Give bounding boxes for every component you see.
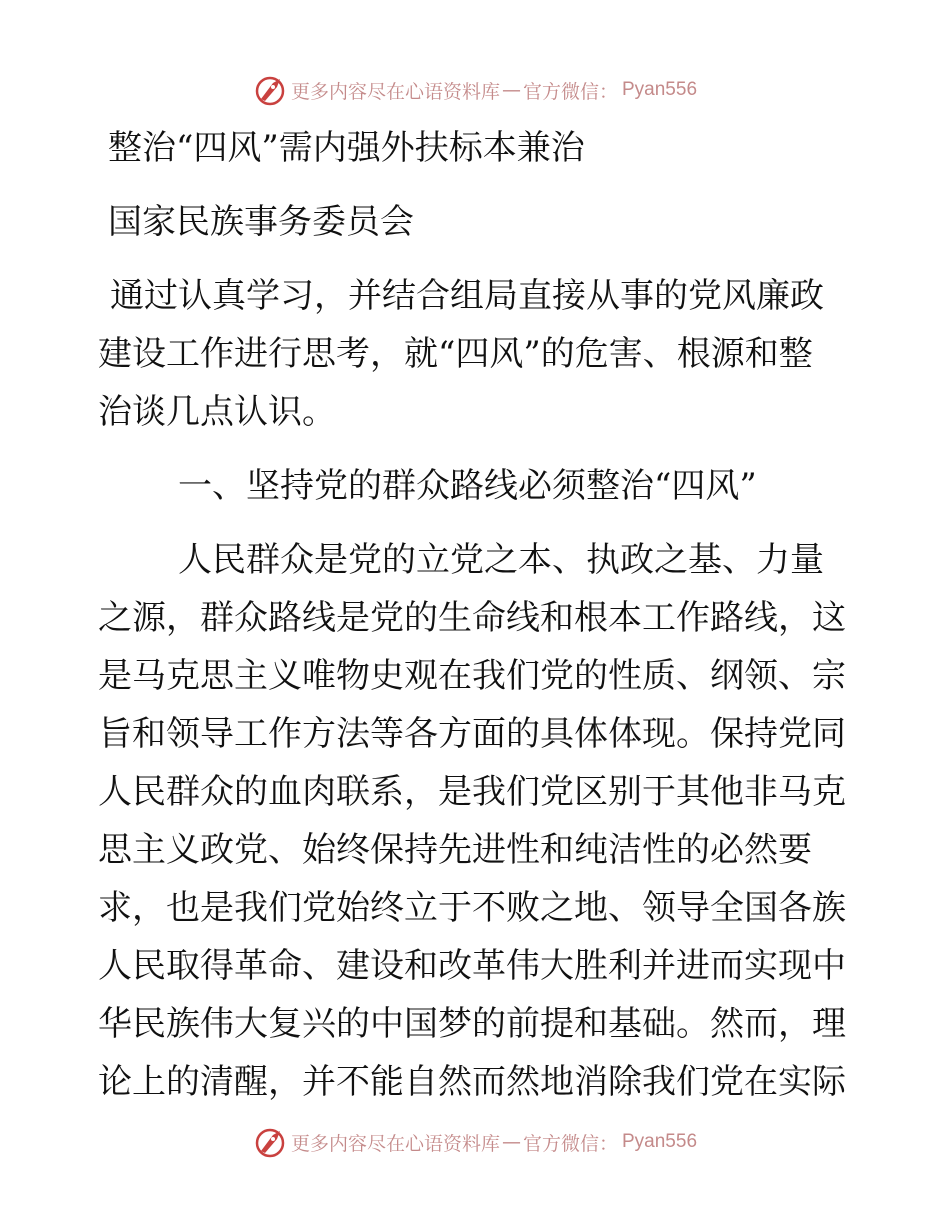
intro-line: 治谈几点认识。 [98, 392, 336, 432]
watermark-separator: — [501, 79, 521, 101]
watermark-separator: — [501, 1131, 521, 1153]
intro-line: 建设工作进行思考，就“四风”的危害、根源和整 [98, 334, 813, 374]
watermark-footer [0, 1124, 950, 1160]
intro-line: 通过认真学习，并结合组局直接从事的党风廉政 [110, 276, 824, 316]
watermark-label: 官方微信： [522, 80, 618, 103]
watermark-account: Pyan556 [622, 79, 698, 100]
body-line: 之源，群众路线是党的生命线和根本工作路线，这 [98, 598, 846, 638]
body-line: 人民取得革命、建设和改革伟大胜利并进而实现中 [98, 946, 846, 986]
document-title: 整治“四风”需内强外扶标本兼治 [108, 128, 585, 168]
pen-nib-icon [253, 73, 287, 107]
body-line: 人民群众的血肉联系，是我们党区别于其他非马克 [98, 772, 846, 812]
watermark-text: 更多内容尽在心语资料库 [290, 80, 500, 103]
body-line: 求，也是我们党始终立于不败之地、领导全国各族 [98, 888, 846, 928]
watermark-text: 更多内容尽在心语资料库 [290, 1132, 500, 1155]
watermark-label: 官方微信： [522, 1132, 618, 1155]
body-line: 华民族伟大复兴的中国梦的前提和基础。然而，理 [98, 1004, 846, 1044]
body-line: 人民群众是党的立党之本、执政之基、力量 [178, 540, 824, 580]
watermark-header [0, 72, 950, 108]
body-line: 旨和领导工作方法等各方面的具体体现。保持党同 [98, 714, 846, 754]
pen-nib-icon [253, 1125, 287, 1159]
watermark-account: Pyan556 [622, 1131, 698, 1152]
document-organization: 国家民族事务委员会 [108, 202, 414, 242]
body-line: 是马克思主义唯物史观在我们党的性质、纲领、宗 [98, 656, 846, 696]
section-heading: 一、坚持党的群众路线必须整治“四风” [178, 466, 757, 506]
body-line: 论上的清醒，并不能自然而然地消除我们党在实际 [98, 1062, 846, 1102]
body-line: 思主义政党、始终保持先进性和纯洁性的必然要 [98, 830, 812, 870]
